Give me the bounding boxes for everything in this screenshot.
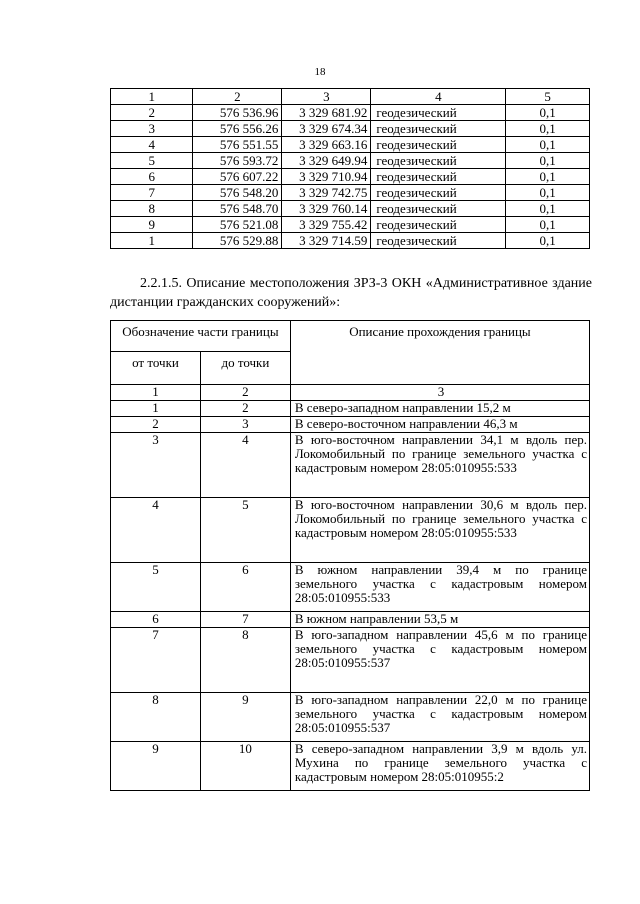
header-cell: 2 xyxy=(193,89,282,105)
y-coordinate: 3 329 663.16 xyxy=(282,137,371,153)
table-row xyxy=(111,137,590,153)
table-row xyxy=(111,628,590,693)
method: геодезический xyxy=(371,217,506,233)
accuracy: 0,1 xyxy=(506,217,590,233)
header-cell: 1 xyxy=(111,89,193,105)
accuracy: 0,1 xyxy=(506,169,590,185)
accuracy: 0,1 xyxy=(506,121,590,137)
boundary-description: В южном направлении 39,4 м по границе земельного участка с кадастровым номером 28:05:010955:533 xyxy=(290,563,589,612)
table-row xyxy=(111,498,590,563)
method: геодезический xyxy=(371,201,506,217)
method: геодезический xyxy=(371,153,506,169)
y-coordinate: 3 329 760.14 xyxy=(282,201,371,217)
table-header-row xyxy=(111,89,590,105)
y-coordinate: 3 329 710.94 xyxy=(282,169,371,185)
to-point: 6 xyxy=(200,563,290,612)
table-row xyxy=(111,185,590,201)
from-point: 1 xyxy=(111,401,201,417)
boundary-description: В северо-западном направлении 15,2 м xyxy=(290,401,589,417)
coordinates-table xyxy=(110,88,590,249)
to-point: 2 xyxy=(200,401,290,417)
number-cell: 1 xyxy=(111,385,201,401)
table-row xyxy=(111,612,590,628)
x-coordinate: 576 536.96 xyxy=(193,105,282,121)
to-point: 3 xyxy=(200,417,290,433)
method: геодезический xyxy=(371,185,506,201)
table-row xyxy=(111,105,590,121)
y-coordinate: 3 329 649.94 xyxy=(282,153,371,169)
x-coordinate: 576 593.72 xyxy=(193,153,282,169)
table-numbers-row xyxy=(111,385,590,401)
point-number: 3 xyxy=(111,121,193,137)
method: геодезический xyxy=(371,105,506,121)
accuracy: 0,1 xyxy=(506,185,590,201)
number-cell: 3 xyxy=(290,385,589,401)
point-number: 5 xyxy=(111,153,193,169)
point-number: 4 xyxy=(111,137,193,153)
header-to-cell: до точки xyxy=(200,352,290,385)
table-row xyxy=(111,121,590,137)
table-row xyxy=(111,417,590,433)
accuracy: 0,1 xyxy=(506,233,590,249)
x-coordinate: 576 548.70 xyxy=(193,201,282,217)
method: геодезический xyxy=(371,233,506,249)
to-point: 9 xyxy=(200,693,290,742)
point-number: 9 xyxy=(111,217,193,233)
boundary-description-table xyxy=(110,320,590,791)
point-number: 7 xyxy=(111,185,193,201)
table-row xyxy=(111,169,590,185)
table-header-row xyxy=(111,321,590,352)
boundary-description: В южном направлении 53,5 м xyxy=(290,612,589,628)
y-coordinate: 3 329 674.34 xyxy=(282,121,371,137)
to-point: 7 xyxy=(200,612,290,628)
boundary-description: В юго-западном направлении 45,6 м по границе земельного участка с кадастровым номером 28:05:010955:537 xyxy=(290,628,589,693)
method: геодезический xyxy=(371,169,506,185)
from-point: 6 xyxy=(111,612,201,628)
boundary-description: В юго-восточном направлении 30,6 м вдоль пер. Локомобильный по границе земельного участка с кадастровым номером 28:05:010955:533 xyxy=(290,498,589,563)
table-row xyxy=(111,217,590,233)
x-coordinate: 576 607.22 xyxy=(193,169,282,185)
boundary-description: В северо-западном направлении 3,9 м вдоль ул. Мухина по границе земельного участка с кадастровым номером 28:05:010955:2 xyxy=(290,742,589,791)
page-number: 18 xyxy=(314,66,326,78)
method: геодезический xyxy=(371,137,506,153)
table-row xyxy=(111,401,590,417)
to-point: 10 xyxy=(200,742,290,791)
table-row xyxy=(111,433,590,498)
y-coordinate: 3 329 681.92 xyxy=(282,105,371,121)
table-row xyxy=(111,233,590,249)
y-coordinate: 3 329 742.75 xyxy=(282,185,371,201)
x-coordinate: 576 556.26 xyxy=(193,121,282,137)
point-number: 2 xyxy=(111,105,193,121)
x-coordinate: 576 548.20 xyxy=(193,185,282,201)
header-cell: 4 xyxy=(371,89,506,105)
from-point: 4 xyxy=(111,498,201,563)
accuracy: 0,1 xyxy=(506,137,590,153)
to-point: 5 xyxy=(200,498,290,563)
accuracy: 0,1 xyxy=(506,153,590,169)
table-row xyxy=(111,153,590,169)
table-row xyxy=(111,693,590,742)
method: геодезический xyxy=(371,121,506,137)
point-number: 8 xyxy=(111,201,193,217)
from-point: 7 xyxy=(111,628,201,693)
table-row xyxy=(111,742,590,791)
header-part-cell: Обозначение части границы xyxy=(111,321,291,352)
number-cell: 2 xyxy=(200,385,290,401)
from-point: 3 xyxy=(111,433,201,498)
x-coordinate: 576 551.55 xyxy=(193,137,282,153)
header-from-cell: от точки xyxy=(111,352,201,385)
y-coordinate: 3 329 755.42 xyxy=(282,217,371,233)
accuracy: 0,1 xyxy=(506,201,590,217)
header-cell: 3 xyxy=(282,89,371,105)
from-point: 8 xyxy=(111,693,201,742)
boundary-description: В юго-восточном направлении 34,1 м вдоль пер. Локомобильный по границе земельного участка с кадастровым номером 28:05:010955:533 xyxy=(290,433,589,498)
boundary-description: В северо-восточном направлении 46,3 м xyxy=(290,417,589,433)
accuracy: 0,1 xyxy=(506,105,590,121)
x-coordinate: 576 529.88 xyxy=(193,233,282,249)
point-number: 6 xyxy=(111,169,193,185)
x-coordinate: 576 521.08 xyxy=(193,217,282,233)
y-coordinate: 3 329 714.59 xyxy=(282,233,371,249)
from-point: 9 xyxy=(111,742,201,791)
point-number: 1 xyxy=(111,233,193,249)
header-desc-cell: Описание прохождения границы xyxy=(290,321,589,385)
from-point: 5 xyxy=(111,563,201,612)
header-cell: 5 xyxy=(506,89,590,105)
table-row xyxy=(111,201,590,217)
to-point: 4 xyxy=(200,433,290,498)
section-heading: 2.2.1.5. Описание местоположения ЗРЗ-3 ОКН «Административное здание дистанции гражданских сооружений»: xyxy=(110,276,592,310)
from-point: 2 xyxy=(111,417,201,433)
boundary-description: В юго-западном направлении 22,0 м по границе земельного участка с кадастровым номером 28:05:010955:537 xyxy=(290,693,589,742)
to-point: 8 xyxy=(200,628,290,693)
table-row xyxy=(111,563,590,612)
